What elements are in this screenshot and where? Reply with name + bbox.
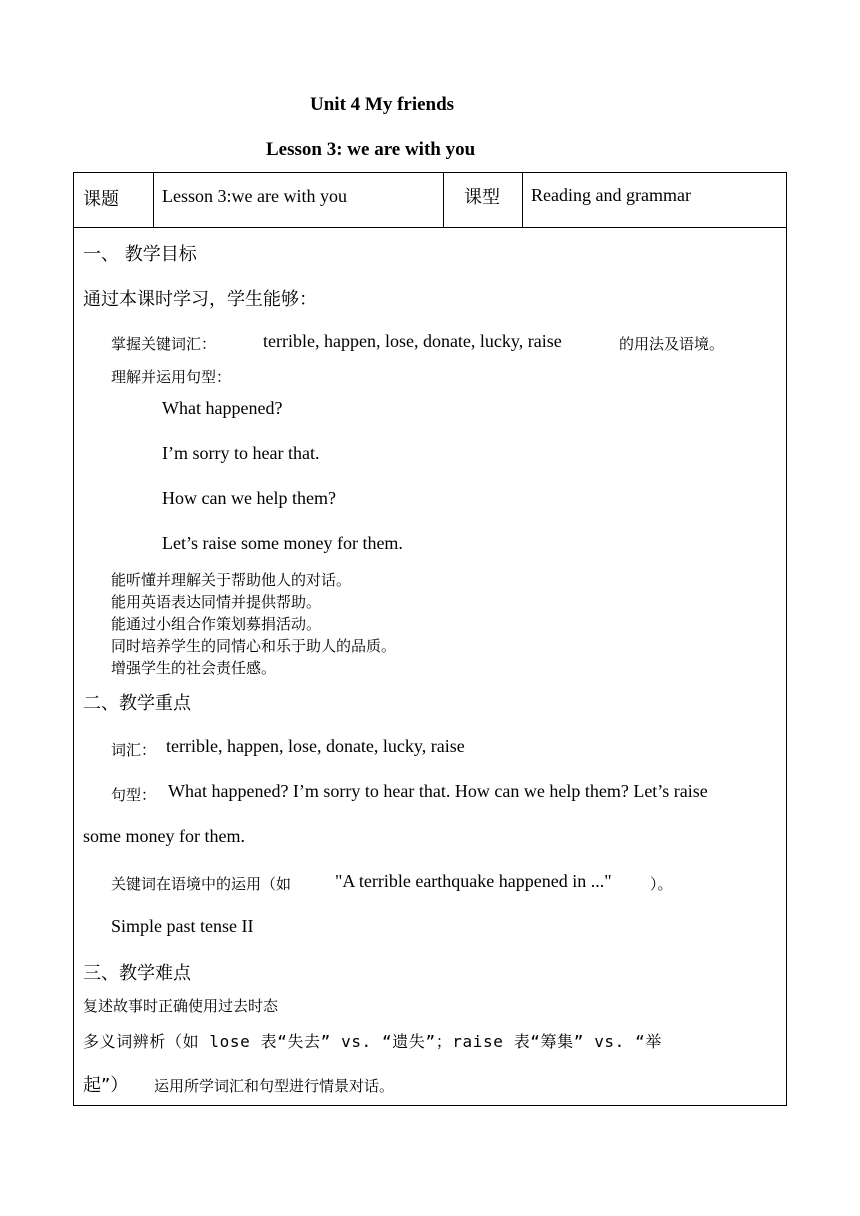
key-points-heading: 二、教学重点	[83, 693, 191, 714]
objectives-heading: 一、 教学目标	[83, 244, 197, 265]
kp-vocab-words: terrible, happen, lose, donate, lucky, raise	[166, 736, 465, 756]
kp-usage-example: "A terrible earthquake happened in ..."	[335, 871, 612, 891]
difficulty-line: 复述故事时正确使用过去时态	[83, 997, 279, 1015]
unit-title: Unit 4 My friends	[310, 94, 455, 115]
col-divider	[443, 173, 444, 227]
topic-value: Lesson 3:we are with you	[162, 186, 347, 206]
vocab-label: 掌握关键词汇：	[111, 335, 217, 353]
difficulty-line: 运用所学词汇和句型进行情景对话。	[154, 1077, 395, 1095]
ability-item: 能用英语表达同情并提供帮助。	[111, 593, 322, 611]
col-divider	[522, 173, 523, 227]
ability-item: 增强学生的社会责任感。	[111, 659, 277, 677]
lesson-title: Lesson 3: we are with you	[266, 139, 476, 160]
objectives-intro: 通过本课时学习，学生能够：	[83, 289, 317, 310]
difficulty-line: 多义词辨析（如 lose 表“失去” vs. “遗失”；raise 表“筹集” vs. “举	[83, 1032, 662, 1051]
col-divider	[153, 173, 154, 227]
ability-item: 能听懂并理解关于帮助他人的对话。	[111, 571, 352, 589]
kp-pattern-line: What happened? I’m sorry to hear that. How can we help them? Let’s raise	[168, 781, 708, 801]
row-divider	[74, 227, 786, 228]
ability-item: 同时培养学生的同情心和乐于助人的品质。	[111, 637, 397, 655]
kp-grammar: Simple past tense II	[111, 916, 254, 936]
kp-usage-suffix: ）。	[650, 875, 673, 893]
sentence-intro: 理解并运用句型：	[111, 368, 232, 386]
sentence-item: I’m sorry to hear that.	[162, 443, 320, 463]
topic-label: 课题	[83, 189, 119, 210]
vocab-suffix: 的用法及语境。	[619, 335, 725, 353]
kp-vocab-label: 词汇：	[111, 741, 157, 759]
type-label: 课型	[464, 187, 500, 208]
vocab-words: terrible, happen, lose, donate, lucky, raise	[263, 331, 562, 351]
lesson-plan-table	[73, 172, 787, 1106]
kp-pattern-label: 句型：	[111, 786, 157, 804]
difficulties-heading: 三、教学难点	[83, 963, 191, 984]
type-value: Reading and grammar	[531, 185, 691, 205]
difficulty-line: 起”）	[83, 1075, 129, 1096]
ability-item: 能通过小组合作策划募捐活动。	[111, 615, 322, 633]
sentence-item: What happened?	[162, 398, 283, 418]
sentence-item: Let’s raise some money for them.	[162, 533, 403, 553]
sentence-item: How can we help them?	[162, 488, 336, 508]
kp-usage-prefix: 关键词在语境中的运用（如	[111, 875, 292, 893]
kp-pattern-line: some money for them.	[83, 826, 245, 846]
